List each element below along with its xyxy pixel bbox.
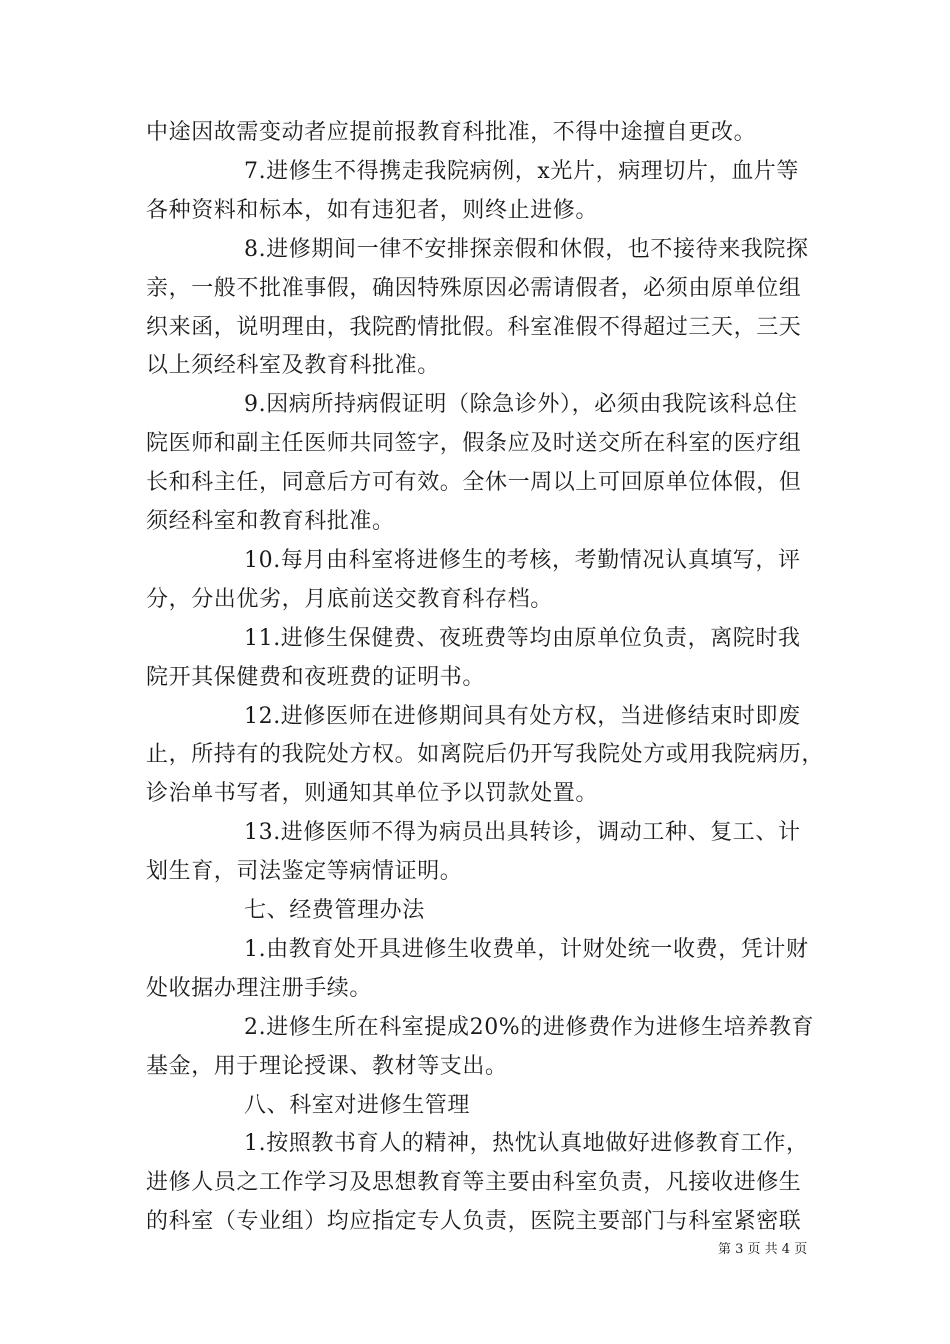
text-line: 1.由教育处开具进修生收费单，计财处统一收费，凭计财: [244, 937, 809, 962]
text-line: 13.进修医师不得为病员出具转诊，调动工种、复工、计: [244, 820, 801, 845]
text-line: 10.每月由科室将进修生的考核，考勤情况认真填写，评: [244, 548, 801, 573]
text-line: 院医师和副主任医师共同签字，假条应及时送交所在科室的医疗组: [146, 431, 802, 456]
text-line: 的科室（专业组）均应指定专人负责，医院主要部门与科室紧密联: [146, 1209, 802, 1234]
text-line: 7.进修生不得携走我院病例，x光片，病理切片，血片等: [244, 159, 799, 184]
text-line: 诊治单书写者，则通知其单位予以罚款处置。: [146, 781, 599, 806]
text-line: 止，所持有的我院处方权。如离院后仍开写我院处方或用我院病历，: [146, 742, 825, 767]
text-line: 进修人员之工作学习及思想教育等主要由科室负责，凡接收进修生: [146, 1170, 802, 1195]
text-line: 亲，一般不批准事假，确因特殊原因必需请假者，必须由原单位组: [146, 276, 802, 301]
text-line: 分，分出优劣，月底前送交教育科存档。: [146, 587, 553, 612]
text-line: 2.进修生所在科室提成20%的进修费作为进修生培养教育: [244, 1015, 815, 1040]
text-line: 中途因故需变动者应提前报教育科批准，不得中途擅自更改。: [146, 120, 757, 145]
page-number-footer: 第 3 页 共 4 页: [718, 1242, 808, 1257]
text-line: 划生育，司法鉴定等病情证明。: [146, 859, 463, 884]
text-line: 1.按照教书育人的精神，热忱认真地做好进修教育工作，: [244, 1131, 809, 1156]
text-line: 织来函，说明理由，我院酌情批假。科室准假不得超过三天，三天: [146, 315, 802, 340]
text-line: 八、科室对进修生管理: [244, 1093, 471, 1118]
text-line: 院开其保健费和夜班费的证明书。: [146, 665, 486, 690]
text-line: 处收据办理注册手续。: [146, 976, 373, 1001]
text-line: 基金，用于理论授课、教材等支出。: [146, 1054, 508, 1079]
text-line: 以上须经科室及教育科批准。: [146, 353, 440, 378]
text-line: 长和科主任，同意后方可有效。全休一周以上可回原单位体假，但: [146, 470, 802, 495]
text-line: 12.进修医师在进修期间具有处方权，当进修结束时即废: [244, 704, 801, 729]
text-line: 七、经费管理办法: [244, 898, 425, 923]
text-line: 8.进修期间一律不安排探亲假和休假，也不接待来我院探: [244, 237, 809, 262]
text-line: 9.因病所持病假证明（除急诊外），必须由我院该科总住: [244, 392, 798, 417]
text-line: 须经科室和教育科批准。: [146, 509, 395, 534]
text-line: 11.进修生保健费、夜班费等均由原单位负责，离院时我: [244, 626, 801, 651]
text-line: 各种资料和标本，如有违犯者，则终止进修。: [146, 198, 599, 223]
